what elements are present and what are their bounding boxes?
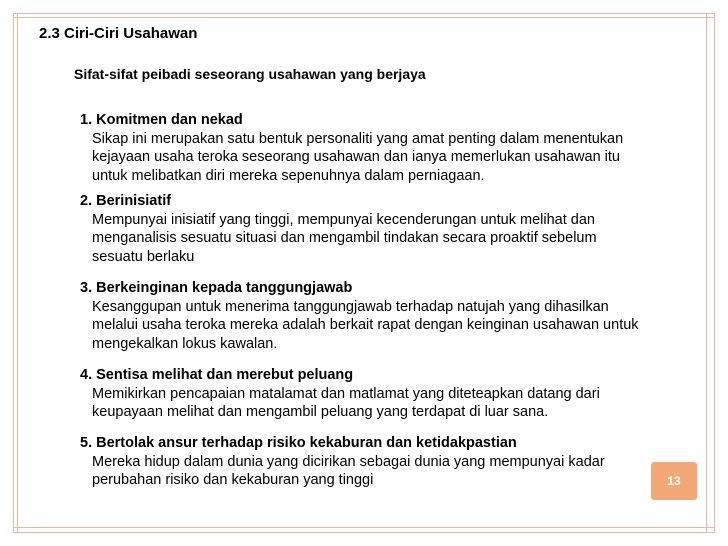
item-line: mengekalkan lokus kawalan. <box>92 335 278 352</box>
item-heading: 4. Sentisa melihat dan merebut peluang <box>80 367 354 383</box>
item-line: menganalisis sesuatu situasi dan mengambil tindakan secara proaktif sebelum <box>92 230 597 246</box>
item-heading: 1. Komitmen dan nekad <box>80 112 243 128</box>
item-line: Memikirkan pencapaian matalamat dan matlamat yang diteteapkan datang dari <box>92 385 600 402</box>
item-line: Mempunyai inisiatif yang tinggi, mempunyai kecenderungan untuk melihat dan <box>92 211 595 228</box>
item-line: keupayaan melihat dan mengambil peluang yang terdapat di luar sana. <box>92 404 549 420</box>
item-line: untuk melibatkan diri mereka sepenuhnya dalam perniagaan. <box>92 167 485 184</box>
slide-subtitle: Sifat-sifat peibadi seseorang usahawan yang berjaya <box>74 66 426 82</box>
item-heading: 5. Bertolak ansur terhadap risiko kekaburan dan ketidakpastian <box>80 435 517 451</box>
slide-title: 2.3 Ciri-Ciri Usahawan <box>39 25 198 42</box>
border-stripe-left <box>17 13 22 533</box>
item-risiko <box>80 434 710 490</box>
item-line: sesuatu berlaku <box>92 248 195 265</box>
item-line: Kesanggupan untuk menerima tanggungjawab terhadap natujah yang dihasilkan <box>92 298 609 315</box>
item-heading: 2. Berinisiatif <box>80 193 172 209</box>
item-peluang <box>80 366 710 422</box>
item-line: Sikap ini merupakan satu bentuk personaliti yang amat penting dalam menentukan <box>92 130 624 147</box>
border-stripe-top <box>13 17 715 22</box>
page-number-badge: 13 <box>651 462 697 500</box>
border-stripe-bottom <box>13 527 715 532</box>
item-berinisiatif <box>80 192 710 266</box>
item-line: perubahan risiko dan kekaburan yang tinggi <box>92 472 374 488</box>
item-heading: 3. Berkeinginan kepada tanggungjawab <box>80 280 353 296</box>
item-line: melalui usaha teroka mereka adalah berkait rapat dengan keinginan usahawan untuk <box>92 317 639 333</box>
item-komitmen <box>80 111 710 185</box>
item-tanggungjawab <box>80 279 710 353</box>
item-line: kejayaan usaha teroka seseorang usahawan dan ianya memerlukan usahawan itu <box>92 149 620 165</box>
item-line: Mereka hidup dalam dunia yang dicirikan sebagai dunia yang mempunyai kadar <box>92 453 605 470</box>
